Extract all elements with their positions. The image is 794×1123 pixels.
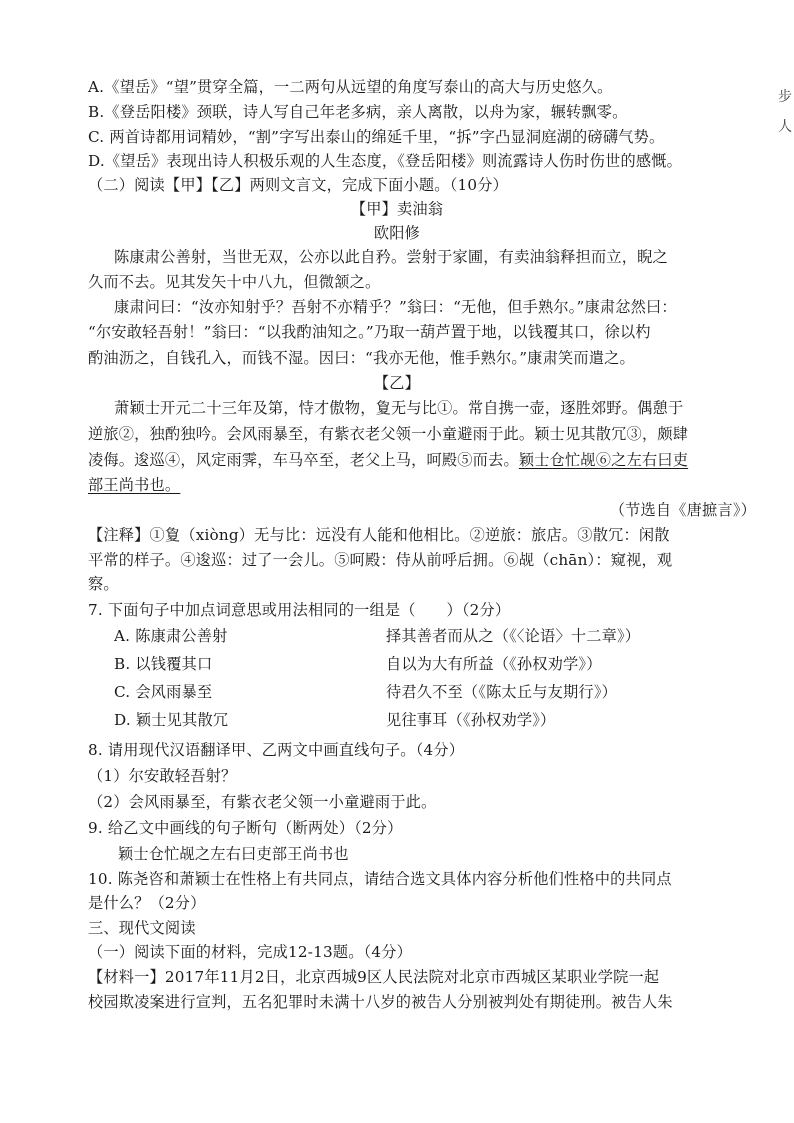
option-d: D.《望岳》表现出诗人积极乐观的人生态度，《登岳阳楼》则流露诗人伤时伤世的感慨。	[88, 152, 682, 170]
q7-row	[114, 709, 556, 731]
jia-p2-line1: 康肃问曰：“汝亦知射乎？吾射不亦精乎？”翁曰：“无他，但手熟尔。”康肃忿然曰：	[114, 298, 677, 316]
yi-line3-text: 凌侮。逡巡④，风定雨霁，车马卒至，老父上马，呵殿⑤而去。	[88, 451, 519, 469]
q7-b-right: 自以为大有所益（《孙权劝学》）	[386, 655, 602, 673]
q7-c-left: C. 会风雨暴至	[114, 683, 213, 701]
q8-stem: 8. 请用现代汉语翻译甲、乙两文中画直线句子。（4分）	[88, 741, 465, 759]
jia-author: 欧阳修	[373, 224, 421, 242]
yi-title: 【乙】	[373, 374, 421, 392]
q9-sentence: 颖士仓忙觇之左右曰吏部王尚书也	[118, 845, 349, 863]
jia-p1-line2: 久而不去。见其发矢十中八九，但微颔之。	[88, 273, 381, 291]
yi-line4: 部王尚书也。	[88, 476, 181, 494]
q10-line2: 是什么？（2分）	[88, 894, 206, 912]
jia-p1-line1: 陈康肃公善射，当世无双，公亦以此自矜。尝射于家圃，有卖油翁释担而立，睨之	[114, 248, 668, 266]
jia-title: 【甲】卖油翁	[350, 200, 444, 218]
option-a: A.《望岳》“望”贯穿全篇，一二两句从远望的角度写泰山的高大与历史悠久。	[88, 78, 613, 96]
part3-heading: 三、现代文阅读	[88, 919, 196, 937]
q7-a-left: A. 陈康肃公善射	[114, 627, 228, 645]
q7-row	[114, 681, 617, 703]
margin-char: 人	[778, 119, 792, 135]
yi-line2: 逆旅②，独酌独吟。会风雨暴至，有紫衣老父领一小童避雨于此。颖士见其散冗③，颇肆	[88, 425, 689, 443]
yi-source: （节选自《唐摭言》）	[609, 501, 756, 519]
q8-s1: （1）尔安敢轻吾射？	[88, 767, 237, 785]
notes-line2: 平常的样子。④逡巡：过了一会儿。⑤呵殿：侍从前呼后拥。⑥觇（chān）：窥视，观	[88, 551, 673, 569]
option-c: C. 两首诗都用词精妙，“割”字写出泰山的绵延千里，“拆”字凸显洞庭湖的磅礴气势。	[88, 128, 665, 146]
section2-heading: （二）阅读【甲】【乙】两则文言文，完成下面小题。（10分）	[88, 176, 508, 194]
q7-row	[114, 653, 602, 675]
q7-stem: 7. 下面句子中加点词意思或用法相同的一组是（ ）（2分）	[88, 601, 511, 619]
q10-line1: 10. 陈尧咨和萧颖士在性格上有共同点，请结合选文具体内容分析他们性格中的共同点	[88, 870, 672, 888]
q7-b-left: B. 以钱覆其口	[114, 655, 213, 673]
q7-row	[114, 625, 641, 647]
q7-d-right: 见往事耳（《孙权劝学》）	[386, 711, 556, 729]
material1-line2: 校园欺凌案进行宣判，五名犯罪时未满十八岁的被告人分别被判处有期徒刑。被告人朱	[88, 993, 673, 1011]
yi-underlined-sentence: 颖士仓忙觇⑥之左右曰吏	[518, 451, 689, 469]
margin-char: 步	[778, 89, 792, 105]
q7-a-right: 择其善者而从之（《〈论语〉十二章》）	[386, 627, 641, 645]
q7-c-right: 待君久不至（《陈太丘与友期行》）	[386, 683, 617, 701]
yi-line3	[88, 449, 688, 471]
part3-sub: （一）阅读下面的材料，完成12-13题。（4分）	[88, 943, 413, 961]
yi-line1: 萧颖士开元二十三年及第，恃才傲物，夐无与比①。常自携一壶，逐胜郊野。偶憩于	[114, 399, 684, 417]
q8-s2: （2）会风雨暴至，有紫衣老父领一小童避雨于此。	[88, 793, 437, 811]
notes-line1: 【注释】①夐（xiòng）无与比：远没有人能和他相比。②逆旅：旅店。③散冗：闲散	[88, 526, 670, 544]
q9-stem: 9. 给乙文中画线的句子断句（断两处）（2分）	[88, 819, 403, 837]
q7-d-left: D. 颖士见其散冗	[114, 711, 229, 729]
notes-line3: 察。	[88, 575, 119, 593]
material1-line1: 【材料一】2017年11月2日，北京西城9区人民法院对北京市西城区某职业学院一起	[88, 968, 660, 986]
jia-p2-line2: “尔安敢轻吾射！”翁曰：“以我酌油知之。”乃取一葫芦置于地，以钱覆其口，徐以杓	[88, 323, 651, 341]
jia-p2-line3: 酌油沥之，自钱孔入，而钱不湿。因曰：“我亦无他，惟手熟尔。”康肃笑而遣之。	[88, 349, 635, 367]
option-b: B.《登岳阳楼》颈联，诗人写自己年老多病，亲人离散，以舟为家，辗转飘零。	[88, 103, 628, 121]
